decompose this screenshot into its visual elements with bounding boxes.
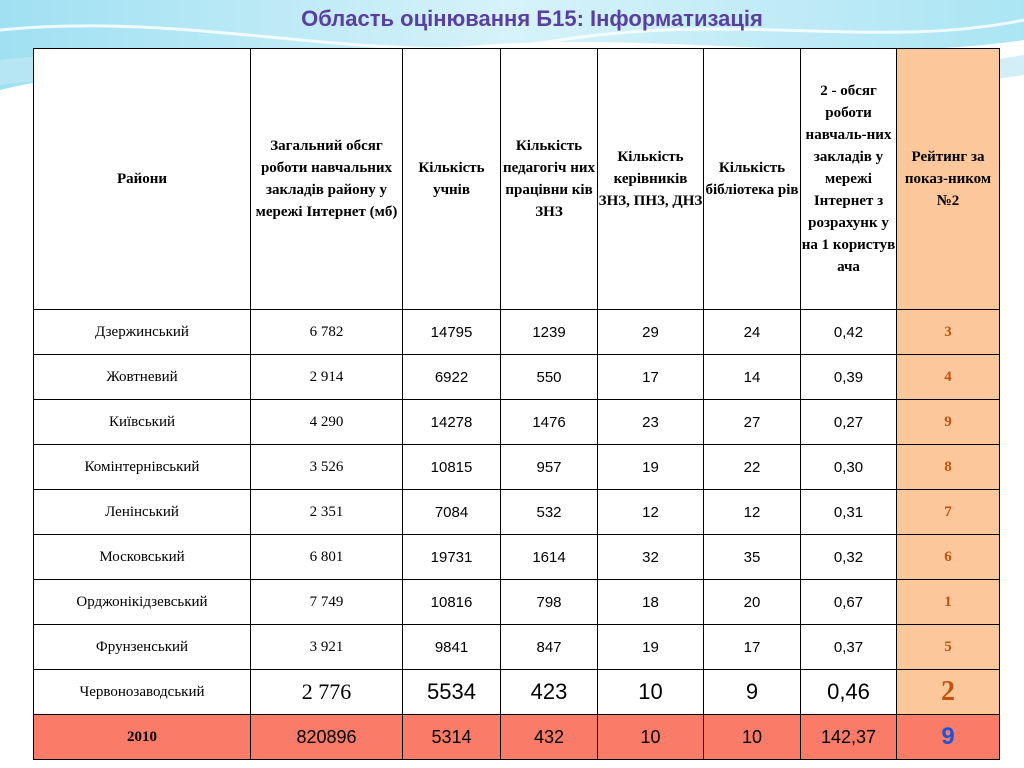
table-row <box>34 490 1000 535</box>
internet-volume-cell: 3 921 <box>251 625 403 670</box>
managers-cell: 32 <box>598 535 704 580</box>
district-name: Жовтневий <box>34 355 251 400</box>
district-name: Фрунзенський <box>34 625 251 670</box>
table-row <box>34 670 1000 715</box>
district-name: Червонозаводський <box>34 670 251 715</box>
per-user-cell: 0,46 <box>801 670 897 715</box>
students-cell: 14795 <box>403 310 501 355</box>
per-user-cell: 0,67 <box>801 580 897 625</box>
rating-cell: 8 <box>897 445 1000 490</box>
librarians-cell: 12 <box>704 490 801 535</box>
teachers-cell: 1614 <box>501 535 598 580</box>
header-district: Райони <box>34 49 251 310</box>
total-per-user: 142,37 <box>801 715 897 760</box>
total-rating: 9 <box>897 715 1000 760</box>
teachers-cell: 550 <box>501 355 598 400</box>
total-librarians: 10 <box>704 715 801 760</box>
header-teachers: Кількість педагогіч них працівни ків ЗНЗ <box>501 49 598 310</box>
header-students: Кількість учнів <box>403 49 501 310</box>
informatization-table <box>33 48 1000 760</box>
rating-cell: 2 <box>897 670 1000 715</box>
header-internet-volume: Загальний обсяг роботи навчальних закладів району у мережі Інтернет (мб) <box>251 49 403 310</box>
librarians-cell: 17 <box>704 625 801 670</box>
rating-cell: 1 <box>897 580 1000 625</box>
district-name: Комінтернівський <box>34 445 251 490</box>
header-librarians: Кількість бібліотека рів <box>704 49 801 310</box>
librarians-cell: 14 <box>704 355 801 400</box>
teachers-cell: 1239 <box>501 310 598 355</box>
managers-cell: 18 <box>598 580 704 625</box>
table-row <box>34 580 1000 625</box>
librarians-cell: 9 <box>704 670 801 715</box>
header-rating: Рейтинг за показ-ником №2 <box>897 49 1000 310</box>
internet-volume-cell: 2 914 <box>251 355 403 400</box>
table-row <box>34 310 1000 355</box>
per-user-cell: 0,32 <box>801 535 897 580</box>
total-row <box>34 715 1000 760</box>
slide-title: Область оцінювання Б15: Інформатизація <box>301 6 763 31</box>
per-user-cell: 0,30 <box>801 445 897 490</box>
header-per-user: 2 - обсяг роботи навчаль-них закладів у мережі Інтернет з розрахунк у на 1 користув ача <box>801 49 897 310</box>
managers-cell: 17 <box>598 355 704 400</box>
teachers-cell: 798 <box>501 580 598 625</box>
per-user-cell: 0,37 <box>801 625 897 670</box>
students-cell: 9841 <box>403 625 501 670</box>
students-cell: 6922 <box>403 355 501 400</box>
total-students: 5314 <box>403 715 501 760</box>
managers-cell: 12 <box>598 490 704 535</box>
rating-cell: 6 <box>897 535 1000 580</box>
managers-cell: 19 <box>598 625 704 670</box>
internet-volume-cell: 7 749 <box>251 580 403 625</box>
internet-volume-cell: 3 526 <box>251 445 403 490</box>
per-user-cell: 0,42 <box>801 310 897 355</box>
table-row <box>34 535 1000 580</box>
internet-volume-cell: 4 290 <box>251 400 403 445</box>
table-row <box>34 445 1000 490</box>
district-name: Дзержинський <box>34 310 251 355</box>
table-row <box>34 400 1000 445</box>
internet-volume-cell: 6 801 <box>251 535 403 580</box>
header-managers: Кількість керівників ЗНЗ, ПНЗ, ДНЗ <box>598 49 704 310</box>
librarians-cell: 20 <box>704 580 801 625</box>
district-name: Київський <box>34 400 251 445</box>
students-cell: 5534 <box>403 670 501 715</box>
rating-cell: 4 <box>897 355 1000 400</box>
students-cell: 14278 <box>403 400 501 445</box>
librarians-cell: 22 <box>704 445 801 490</box>
managers-cell: 10 <box>598 670 704 715</box>
managers-cell: 29 <box>598 310 704 355</box>
table-header-row <box>34 49 1000 310</box>
district-name: Орджонікідзевський <box>34 580 251 625</box>
teachers-cell: 1476 <box>501 400 598 445</box>
rating-cell: 5 <box>897 625 1000 670</box>
students-cell: 10816 <box>403 580 501 625</box>
per-user-cell: 0,27 <box>801 400 897 445</box>
total-managers: 10 <box>598 715 704 760</box>
librarians-cell: 24 <box>704 310 801 355</box>
per-user-cell: 0,31 <box>801 490 897 535</box>
students-cell: 10815 <box>403 445 501 490</box>
total-year: 2010 <box>34 715 251 760</box>
librarians-cell: 35 <box>704 535 801 580</box>
managers-cell: 23 <box>598 400 704 445</box>
rating-cell: 3 <box>897 310 1000 355</box>
internet-volume-cell: 6 782 <box>251 310 403 355</box>
teachers-cell: 423 <box>501 670 598 715</box>
managers-cell: 19 <box>598 445 704 490</box>
students-cell: 19731 <box>403 535 501 580</box>
teachers-cell: 847 <box>501 625 598 670</box>
table-row <box>34 355 1000 400</box>
table-row <box>34 625 1000 670</box>
district-name: Ленінський <box>34 490 251 535</box>
rating-cell: 7 <box>897 490 1000 535</box>
teachers-cell: 957 <box>501 445 598 490</box>
librarians-cell: 27 <box>704 400 801 445</box>
total-internet-volume: 820896 <box>251 715 403 760</box>
internet-volume-cell: 2 351 <box>251 490 403 535</box>
total-teachers: 432 <box>501 715 598 760</box>
rating-cell: 9 <box>897 400 1000 445</box>
district-name: Московський <box>34 535 251 580</box>
teachers-cell: 532 <box>501 490 598 535</box>
internet-volume-cell: 2 776 <box>251 670 403 715</box>
per-user-cell: 0,39 <box>801 355 897 400</box>
students-cell: 7084 <box>403 490 501 535</box>
